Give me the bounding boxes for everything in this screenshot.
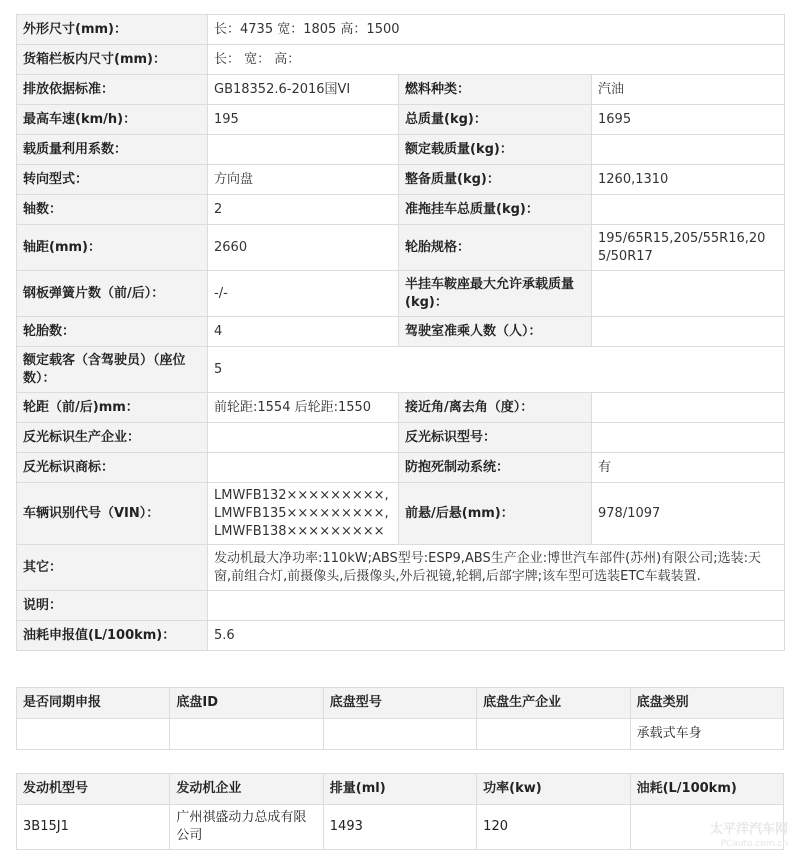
engine-cell: 3B15J1 xyxy=(17,805,170,850)
track-value: 前轮距:1554 后轮距:1550 xyxy=(208,393,399,423)
axles-value: 2 xyxy=(208,195,399,225)
wheelbase-label: 轴距(mm)： xyxy=(17,225,208,271)
chassis-header: 是否同期申报 xyxy=(17,688,170,719)
chassis-header: 底盘型号 xyxy=(323,688,476,719)
engine-header: 功率(kw) xyxy=(477,774,630,805)
cab-label: 驾驶室准乘人数（人）： xyxy=(399,317,592,347)
curb-value: 1260,1310 xyxy=(592,165,785,195)
seats-label: 额定载客（含驾驶员）（座位数）： xyxy=(17,347,208,393)
cab-value xyxy=(592,317,785,347)
semi-value xyxy=(592,271,785,317)
overhang-label: 前悬/后悬(mm)： xyxy=(399,483,592,545)
load-util-value xyxy=(208,135,399,165)
watermark xyxy=(710,823,788,851)
engine-header: 发动机型号 xyxy=(17,774,170,805)
tire-label: 轮胎规格： xyxy=(399,225,592,271)
chassis-cell xyxy=(170,719,323,750)
rated-load-label: 额定载质量(kg)： xyxy=(399,135,592,165)
speed-value: 195 xyxy=(208,105,399,135)
note-value xyxy=(208,591,785,621)
fuel-cons-value: 5.6 xyxy=(208,621,785,651)
fuel-label: 燃料种类： xyxy=(399,75,592,105)
cargo-value: 长： 宽： 高： xyxy=(208,45,785,75)
chassis-header: 底盘生产企业 xyxy=(477,688,630,719)
engine-table xyxy=(16,773,784,850)
reflect-maker-value xyxy=(208,423,399,453)
vin-line-2: LMWFB135×××××××××, xyxy=(214,505,389,521)
rated-load-value xyxy=(592,135,785,165)
curb-label: 整备质量(kg)： xyxy=(399,165,592,195)
tire-value: 195/65R15,205/55R16,205/50R17 xyxy=(592,225,785,271)
cargo-label: 货箱栏板内尺寸(mm)： xyxy=(17,45,208,75)
semi-label: 半挂车鞍座最大允许承载质量(kg)： xyxy=(399,271,592,317)
abs-label: 防抱死制动系统： xyxy=(399,453,592,483)
engine-header: 油耗(L/100km) xyxy=(630,774,783,805)
other-label: 其它： xyxy=(17,545,208,591)
steer-label: 转向型式： xyxy=(17,165,208,195)
spring-value: -/- xyxy=(208,271,399,317)
chassis-cell xyxy=(323,719,476,750)
emission-label: 排放依据标准： xyxy=(17,75,208,105)
reflect-model-value xyxy=(592,423,785,453)
trailer-label: 准拖挂车总质量(kg)： xyxy=(399,195,592,225)
approach-value xyxy=(592,393,785,423)
mass-label: 总质量(kg)： xyxy=(399,105,592,135)
mass-value: 1695 xyxy=(592,105,785,135)
dims-value: 长：4735 宽：1805 高：1500 xyxy=(208,15,785,45)
note-label: 说明： xyxy=(17,591,208,621)
speed-label: 最高车速(km/h)： xyxy=(17,105,208,135)
watermark-text: 太平洋汽车网 xyxy=(709,822,788,837)
trailer-value xyxy=(592,195,785,225)
fuel-value: 汽油 xyxy=(592,75,785,105)
wheelbase-value: 2660 xyxy=(208,225,399,271)
fuel-cons-label: 油耗申报值(L/100km)： xyxy=(17,621,208,651)
other-value: 发动机最大净功率:110kW;ABS型号:ESP9,ABS生产企业:博世汽车部件(苏州)有限公司;选装:天窗,前组合灯,前摄像头,后摄像头,外后视镜,轮辋,后部字牌;该车型可选装ETC车载装置. xyxy=(208,545,785,591)
reflect-brand-label: 反光标识商标： xyxy=(17,453,208,483)
chassis-cell xyxy=(17,719,170,750)
engine-header: 发动机企业 xyxy=(170,774,323,805)
vin-line-3: LMWFB138××××××××× xyxy=(214,523,385,539)
chassis-header: 底盘类别 xyxy=(630,688,783,719)
vin-label: 车辆识别代号（VIN）： xyxy=(17,483,208,545)
overhang-value: 978/1097 xyxy=(592,483,785,545)
chassis-table xyxy=(16,687,784,750)
vehicle-spec-table xyxy=(16,14,785,651)
load-util-label: 载质量利用系数： xyxy=(17,135,208,165)
track-label: 轮距（前/后)mm： xyxy=(17,393,208,423)
tires-count-value: 4 xyxy=(208,317,399,347)
reflect-brand-value xyxy=(208,453,399,483)
reflect-model-label: 反光标识型号： xyxy=(399,423,592,453)
steer-value: 方向盘 xyxy=(208,165,399,195)
vin-value xyxy=(208,483,399,545)
chassis-cell: 承载式车身 xyxy=(630,719,783,750)
spring-label: 钢板弹簧片数（前/后）： xyxy=(17,271,208,317)
engine-cell: 广州祺盛动力总成有限公司 xyxy=(170,805,323,850)
approach-label: 接近角/离去角（度）： xyxy=(399,393,592,423)
reflect-maker-label: 反光标识生产企业： xyxy=(17,423,208,453)
chassis-cell xyxy=(477,719,630,750)
dims-label: 外形尺寸(mm)： xyxy=(17,15,208,45)
chassis-header: 底盘ID xyxy=(170,688,323,719)
vin-line-1: LMWFB132×××××××××, xyxy=(214,487,389,503)
axles-label: 轴数： xyxy=(17,195,208,225)
abs-value: 有 xyxy=(592,453,785,483)
engine-cell: 120 xyxy=(477,805,630,850)
emission-value: GB18352.6-2016国VI xyxy=(208,75,399,105)
seats-value: 5 xyxy=(208,347,785,393)
engine-header: 排量(ml) xyxy=(323,774,476,805)
watermark-sub: PCauto.com.cn xyxy=(720,839,788,849)
tires-count-label: 轮胎数： xyxy=(17,317,208,347)
engine-cell: 1493 xyxy=(323,805,476,850)
